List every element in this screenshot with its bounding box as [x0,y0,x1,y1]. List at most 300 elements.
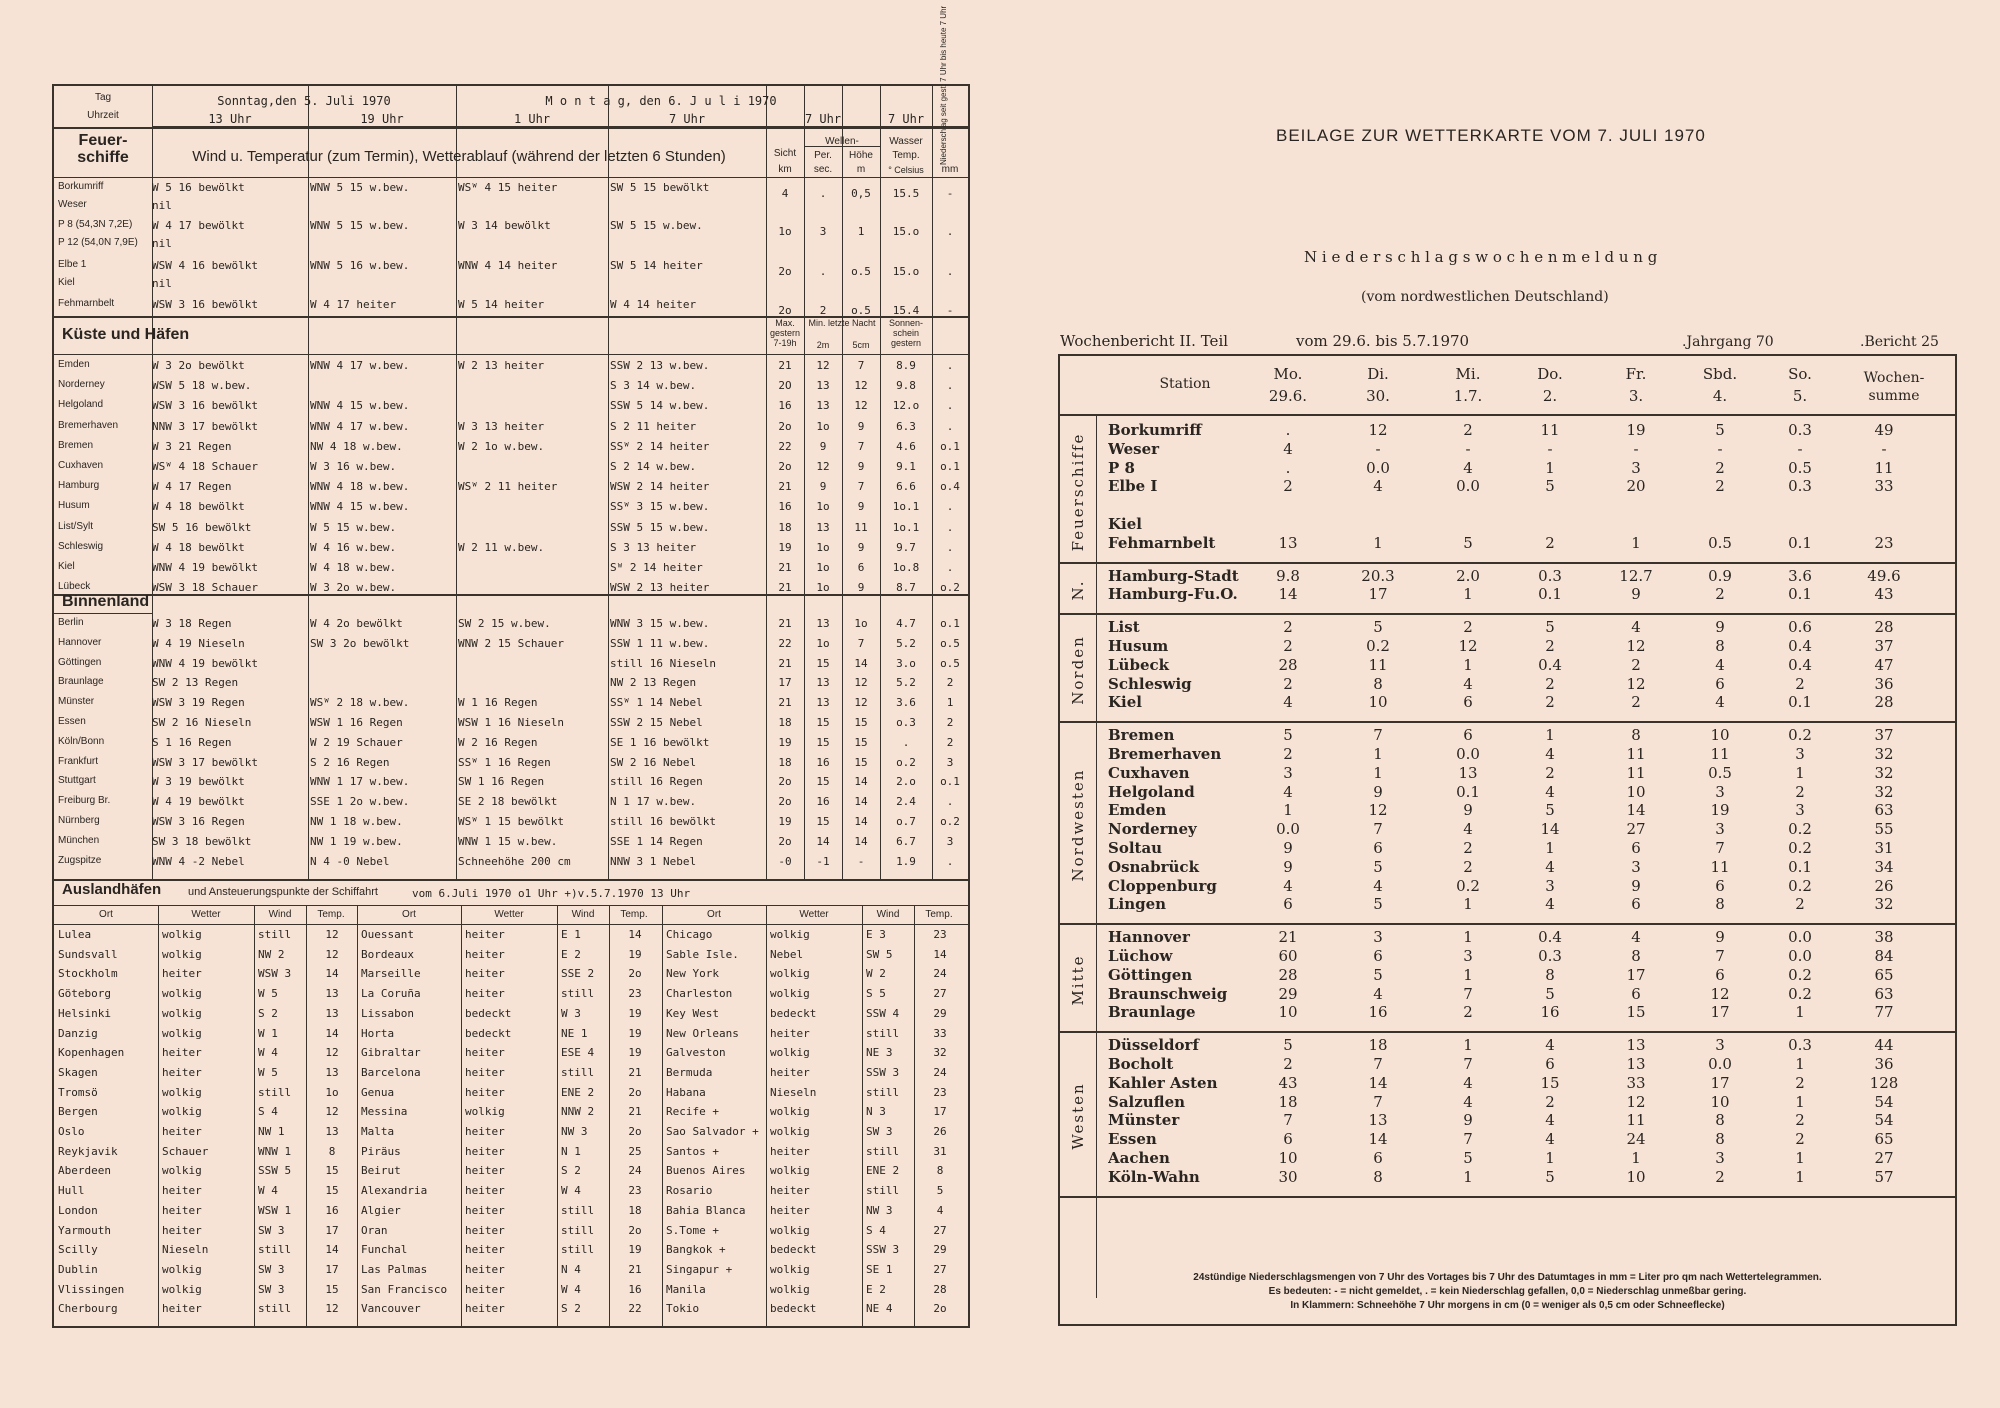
ausland-cell: Manila [666,1282,706,1296]
value-a: 1o [778,225,792,238]
obs-19h: WNW 4 15 w.bew. [310,500,410,514]
beilage-heading: BEILAGE ZUR WETTERKARTE VOM 7. JULI 1970 [1276,126,1706,145]
column-rule [308,86,309,879]
obs-7h: WSW 2 13 heiter [610,581,710,595]
ausland-cell: heiter [770,1026,810,1040]
precip-value: 0.3 [1788,422,1812,439]
value-c: o.5 [851,265,871,278]
value-e: . [946,854,954,868]
station-name: Borkumriff [1108,422,1202,439]
obs-13h: SW 3 18 bewölkt [152,834,252,848]
precip-value: 17 [1368,586,1388,604]
precip-value: 14 [1278,586,1298,604]
ausland-cell: W 4 [258,1046,278,1060]
ausland-cell: still [866,1085,900,1099]
obs-1h: Schneehöhe 200 cm [458,854,571,868]
precip-value: 0.5 [1708,534,1732,552]
ausland-cell: Vlissingen [58,1282,125,1296]
precip-value: 19 [1626,422,1646,439]
value-a: 18 [778,520,792,534]
obs-7h: SSW 2 15 Nebel [610,716,703,729]
ausland-cell: 12 [325,947,339,961]
ausland-cell: Reykjavik [58,1144,118,1158]
ausland-cell: wolkig [770,987,810,1001]
ausland-cell: 24 [628,1164,642,1178]
value-d: 2.4 [896,795,916,809]
obs-13h: nil [152,277,172,290]
rule [54,177,968,178]
precip-value: 1 [1795,764,1805,782]
obs-19h: W 5 15 w.bew. [310,520,397,534]
precip-value: 2 [1463,840,1473,857]
value-c: o.5 [851,304,871,317]
value-c: 15 [854,755,868,769]
date-header: 3. [1628,388,1644,405]
station-name: Fehmarnbelt [58,298,115,309]
precip-value: 0.5 [1708,764,1732,782]
value-d: 12.o [892,399,920,413]
ausland-cell: NE 1 [561,1026,588,1040]
value-e: o.1 [940,439,960,453]
station-name: Cuxhaven [58,460,104,471]
sicht-label: Sicht [773,148,797,159]
ausland-cell: N 3 [866,1105,886,1119]
date-header: 29.6. [1268,388,1308,405]
value-a: 19 [778,735,792,749]
precip-value: 63 [1874,985,1894,1003]
value-c: 14 [854,834,868,848]
ausland-cell: wolkig [770,1262,810,1276]
obs-1h: W 3 13 heiter [458,419,545,433]
ausland-cell: 33 [933,1026,947,1040]
value-e: o.4 [940,480,960,494]
ausland-header: Wetter [191,909,221,920]
precip-value: 2 [1631,656,1641,674]
precip-value: - [1797,440,1803,458]
value-a: 2o [778,834,792,848]
precip-value: 5 [1545,619,1555,637]
precip-value: 1 [1795,1004,1805,1022]
precip-value: 8 [1631,948,1641,965]
obs-7h: N 1 17 w.bew. [610,795,697,809]
value-a: 16 [778,500,792,514]
precip-value: 2 [1715,478,1725,496]
value-e: . [946,265,954,278]
value-e: o.1 [940,617,960,630]
station-name: Braunlage [1108,1004,1196,1022]
report-subtitle: (vom nordwestlichen Deutschland) [1361,289,1609,305]
precip-value: 0.1 [1788,694,1812,712]
precip-value: 0.2 [1788,877,1812,895]
value-a: 21 [778,617,792,630]
ausland-cell: S.Tome + [666,1223,719,1237]
value-e: . [946,359,954,372]
precip-value: 43 [1278,1074,1298,1092]
precip-value: 5 [1373,896,1383,914]
precip-value: 84 [1874,948,1894,965]
precip-value: 1 [1545,1150,1555,1167]
precip-value: 33 [1626,1074,1646,1092]
ausland-cell: Danzig [58,1026,98,1040]
ausland-cell: Funchal [361,1243,408,1257]
obs-13h: W 3 2o bewölkt [152,359,245,372]
obs-19h: WSW 1 16 Regen [310,716,403,729]
precip-value: 11 [1626,1112,1646,1130]
ausland-cell: heiter [162,1302,202,1316]
date-header: 1.7. [1453,388,1483,405]
precip-value: 7 [1715,948,1725,965]
obs-13h: WNW 4 -2 Nebel [152,854,245,868]
ausland-cell: 19 [628,1046,642,1060]
station-name: Berlin [58,617,84,628]
precip-value: 3 [1715,1037,1725,1055]
precip-value: 1 [1283,802,1293,820]
precip-value: 0.1 [1788,858,1812,876]
ausland-header: Ort [707,909,721,920]
precip-value: 9 [1463,1112,1473,1130]
station-name: Kiel [1108,516,1142,533]
precip-value: 0.0 [1788,948,1812,965]
precip-value: 10 [1278,1004,1298,1022]
value-b: 9 [819,439,827,453]
value-d: 1o.8 [892,561,920,574]
ausland-cell: 13 [325,987,339,1001]
precip-value: 0.2 [1788,727,1812,745]
precip-value: 28 [1874,619,1894,637]
station-name: Husum [1108,638,1169,655]
obs-19h: NW 4 18 w.bew. [310,439,403,453]
value-b: 16 [816,755,830,769]
ausland-cell: 5 [936,1184,944,1198]
obs-13h: WNW 4 19 bewölkt [152,561,258,574]
obs-1h: WNW 1 15 w.bew. [458,834,558,848]
per-label: Per. [814,150,832,161]
precip-value: 1 [1463,896,1473,914]
precip-value: 6 [1373,1150,1383,1167]
ausland-cell: Hull [58,1184,85,1198]
ausland-cell: bedeckt [770,1243,817,1257]
value-d: 5.2 [896,636,916,650]
ausland-cell: S 2 [258,1006,278,1020]
ausland-cell: Sable Isle. [666,947,739,961]
value-b: 13 [816,399,830,413]
value-d: 4.6 [896,439,916,453]
hoehe-label: Höhe [849,150,873,161]
ausland-cell: Bordeaux [361,947,414,961]
precip-value: 2 [1463,858,1473,876]
ausland-cell: Bangkok + [666,1243,726,1257]
value-e: . [946,520,954,534]
ausland-cell: 12 [325,1302,339,1316]
ausland-cell: heiter [465,1125,505,1138]
value-c: 0,5 [851,187,871,200]
precip-value: 6 [1373,948,1383,965]
station-name: Schleswig [1108,675,1192,693]
wochenbericht-label: Wochenbericht II. Teil [1060,332,1229,350]
obs-19h: WNW 4 17 w.bew. [310,419,410,433]
precip-value: 2 [1545,764,1555,782]
station-name: Elbe 1 [58,259,87,270]
ausland-cell: 8 [328,1144,336,1158]
ausland-cell: wolkig [162,1085,202,1099]
station-name: Husum [58,500,90,512]
value-d: 6.6 [896,480,916,494]
obs-1h: WSᵂ 1 15 bewölkt [458,815,564,828]
precip-value: 1 [1631,534,1641,552]
precip-value: 1 [1545,459,1555,477]
obs-13h: W 4 18 bewölkt [152,500,245,514]
station-name: Münster [1108,1112,1180,1130]
precip-value: 34 [1874,858,1894,876]
obs-13h: WSW 3 16 Regen [152,815,245,828]
ausland-cell: heiter [465,987,505,1001]
station-name: Lübeck [1108,656,1170,674]
precip-value: 2 [1463,1004,1473,1022]
ausland-cell: W 3 [561,1006,581,1020]
precip-value: 2 [1715,1168,1725,1186]
ausland-cell: Bermuda [666,1065,713,1079]
precip-value: 0.0 [1456,746,1480,763]
precip-value: 9.8 [1276,567,1300,585]
precip-value: 20.3 [1361,567,1395,585]
precip-value: 16 [1368,1004,1388,1022]
value-c: 12 [854,676,868,690]
value-c: 14 [854,656,868,670]
precip-value: 6 [1715,877,1725,895]
group-label: Mitte [1069,954,1087,1006]
ausland-cell: wolkig [770,1282,810,1296]
precip-value: 7 [1715,840,1725,857]
obs-19h: SSE 1 2o w.bew. [310,795,410,809]
obs-19h: WNW 4 18 w.bew. [310,480,410,494]
ausland-cell: S 2 [561,1164,581,1178]
precip-value: 2 [1795,1074,1805,1092]
precip-value: 2.0 [1456,567,1480,585]
obs-13h: W 4 17 bewölkt [152,219,245,232]
ausland-cell: Sundsvall [58,947,118,961]
obs-7h: Sᵂ 2 14 heiter [610,561,703,574]
value-c: 7 [857,439,865,453]
ausland-cell: heiter [770,1065,810,1079]
ausland-cell: wolkig [770,1125,810,1138]
precip-value: 30 [1278,1168,1298,1186]
ausland-cell: Alexandria [361,1184,428,1198]
precip-value: 55 [1874,821,1894,839]
precip-value: 1 [1545,840,1555,857]
station-name: Zugspitze [58,854,102,866]
temp-label: Temp. [892,150,920,161]
obs-7h: S 2 11 heiter [610,419,697,433]
obs-7h: SW 5 15 w.bew. [610,219,703,232]
ausland-cell: Helsinki [58,1006,111,1020]
station-name: Braunschweig [1108,985,1228,1003]
time-7c: 7 Uhr [887,112,925,126]
report-title: N i e d e r s c h l a g s w o c h e n m e l d u n g [1304,248,1658,266]
precip-value: 37 [1874,727,1894,745]
precip-value: 18 [1278,1093,1298,1111]
value-e: . [946,419,954,433]
ausland-cell: SE 1 [866,1262,893,1276]
ausland-cell: Piräus [361,1144,401,1158]
ausland-cell: Vancouver [361,1302,421,1316]
ausland-cell: SW 3 [258,1262,285,1276]
sec-label: sec. [813,164,833,175]
precip-value: 1 [1463,1168,1473,1186]
footnote-1: 24stündige Niederschlagsmengen von 7 Uhr des Vortages bis 7 Uhr des Datumtages in mm = Liter pro qm nach Wettertelegrammen. [1193,1272,1822,1283]
station-name: Freiburg Br. [58,795,111,807]
obs-13h: W 4 19 Nieseln [152,636,245,650]
precip-value: 5 [1373,619,1383,637]
ausland-date: vom 6.Juli 1970 o1 Uhr +)v.5.7.1970 13 Uhr [412,887,691,900]
value-a: 17 [778,676,792,690]
precip-value: 3 [1715,783,1725,801]
precip-value: 8 [1373,1168,1383,1186]
ausland-cell: 8 [936,1164,944,1178]
footnote-2: Es bedeuten: - = nicht gemeldet, . = kein Niederschlag gefallen, 0,0 = Niederschlag unmeßbar gering. [1268,1286,1747,1297]
summe-header: summe [1868,388,1920,404]
kueste-title: Küste und Häfen [62,328,190,342]
value-b: 1o [816,561,830,574]
ausland-cell: Charleston [666,987,733,1001]
ausland-header: Wind [268,909,292,920]
ausland-cell: Dublin [58,1262,98,1276]
station-name: Braunlage [58,676,104,688]
value-a: 19 [778,815,792,828]
obs-7h: S 3 13 heiter [610,540,697,554]
ausland-cell: Nieseln [770,1085,817,1099]
ausland-cell: Rosario [666,1184,713,1198]
ausland-cell: 2o [933,1302,947,1316]
ausland-cell: 21 [628,1105,642,1119]
precip-value: 8 [1373,675,1383,693]
value-e: 2 [946,735,954,749]
precip-value: 7 [1283,1112,1293,1130]
precip-value: 2 [1795,675,1805,693]
obs-19h: W 3 2o w.bew. [310,581,397,595]
obs-1h: W 1 16 Regen [458,696,538,710]
obs-7h: WSW 2 14 heiter [610,480,710,494]
right-page [1000,0,2000,1408]
precip-value: 0.1 [1788,534,1812,552]
ausland-cell: 21 [628,1262,642,1276]
ausland-cell: heiter [162,1184,202,1198]
ausland-cell: wolkig [770,1105,810,1119]
precip-value: 0.4 [1788,656,1812,674]
ausland-cell: heiter [465,1262,505,1276]
precip-value: 24 [1626,1131,1646,1149]
ausland-cell: heiter [162,1223,202,1237]
value-a: 2o [778,775,792,789]
precip-value: 8 [1631,727,1641,745]
value-c: 9 [857,419,865,433]
station-name: Kiel [58,277,75,288]
station-name: Münster [58,696,95,708]
ausland-cell: 14 [933,947,947,961]
group-rule [1096,416,1097,1298]
precip-value: 4 [1545,1037,1555,1055]
ausland-cell: Tromsö [58,1085,98,1099]
precip-value: 13 [1626,1037,1646,1055]
value-b: 14 [816,834,830,848]
precip-value: 5 [1283,727,1293,745]
ausland-cell: Kopenhagen [58,1046,125,1060]
obs-19h: W 4 2o bewölkt [310,617,403,630]
ausland-cell: 28 [933,1282,947,1296]
station-name: Norderney [58,379,105,391]
value-e: o.5 [940,656,960,670]
ausland-cell: still [258,1085,292,1099]
ausland-cell: 12 [325,1105,339,1119]
obs-13h: S 1 16 Regen [152,735,232,749]
value-b: . [819,265,827,278]
precip-value: 4 [1715,694,1725,712]
ausland-header: Wind [571,909,595,920]
precip-value: 10 [1626,783,1646,801]
precip-value: 0.3 [1788,478,1812,496]
obs-13h: W 3 21 Regen [152,439,232,453]
precip-value: 31 [1874,840,1894,857]
obs-7h: SSW 5 15 w.bew. [610,520,710,534]
precip-value: 32 [1874,896,1894,914]
precip-value: 0.0 [1366,459,1390,477]
obs-19h: NW 1 19 w.bew. [310,834,403,848]
precip-value: 2 [1283,638,1293,655]
station-name: Nürnberg [58,815,100,826]
ausland-cell: S 5 [866,987,886,1001]
precip-value: 2 [1545,534,1555,552]
obs-1h: WNW 4 14 heiter [458,259,558,272]
ausland-cell: 19 [628,1026,642,1040]
ausland-cell: SW 3 [258,1223,285,1237]
ausland-cell: SW 3 [258,1282,285,1296]
value-c: 1 [857,225,865,238]
value-c: 1o [854,617,868,630]
precip-value: . [1285,459,1291,477]
obs-19h: W 4 16 w.bew. [310,540,397,554]
station-name: Elbe I [1108,478,1158,496]
ausland-cell: Skagen [58,1065,98,1079]
precip-value: 14 [1368,1074,1388,1092]
station-name: Hamburg [58,480,100,492]
value-d: o.2 [896,755,916,769]
value-b: 13 [816,696,830,710]
station-header: Station [1159,376,1211,392]
ausland-cell: heiter [162,1065,202,1079]
precip-value: 11 [1710,858,1730,876]
ausland-cell: SSW 4 [866,1006,900,1020]
value-c: 6 [857,561,865,574]
precip-value: 1 [1463,1037,1473,1055]
ausland-cell: Marseille [361,967,421,981]
precip-value: 0.4 [1538,929,1562,947]
km-label: km [778,164,792,175]
obs-1h: W 2 1o w.bew. [458,439,545,453]
precip-value: 13 [1626,1056,1646,1073]
ausland-cell: 4 [936,1203,944,1217]
rule [54,924,968,925]
precip-value: 2 [1715,586,1725,604]
ausland-cell: Oran [361,1223,388,1237]
ausland-cell: 14 [628,928,642,941]
station-name: Hannover [1108,929,1190,947]
obs-19h: WNW 5 16 w.bew. [310,259,410,272]
precip-value: 0.5 [1788,459,1812,477]
column-rule [306,905,307,1326]
obs-7h: SSW 1 11 w.bew. [610,636,710,650]
ausland-cell: W 2 [866,967,886,981]
precip-value: 1 [1463,656,1473,674]
ausland-cell: wolkig [162,947,202,961]
